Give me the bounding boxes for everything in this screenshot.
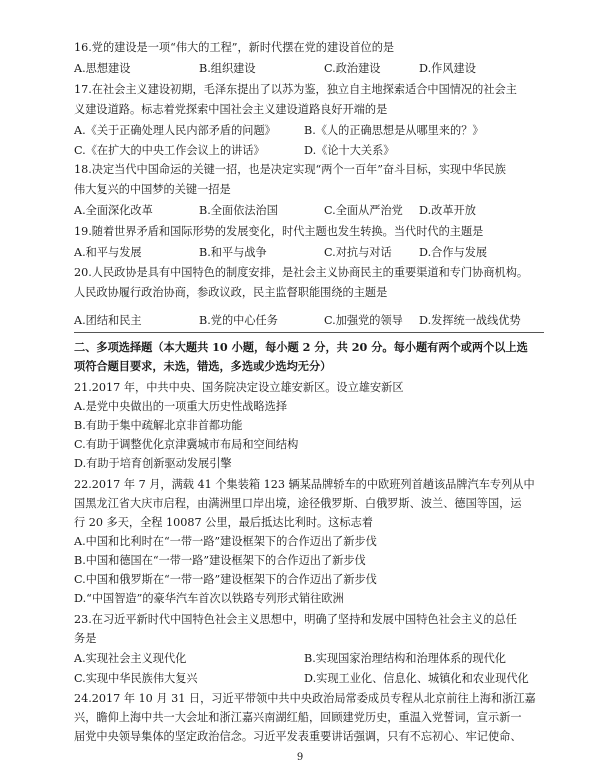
q21-option-d: D.有助于培育创新驱动发展引擎 xyxy=(74,457,232,470)
q20-option-d: D.发挥统一战线优势 xyxy=(419,314,521,327)
q18-stem-line-2: 伟大复兴的中国梦的关键一招是 xyxy=(74,183,231,196)
q16-option-a: A.思想建设 xyxy=(74,62,131,75)
q20-stem-line-1: 20.人民政协是具有中国特色的制度安排，是社会主义协商民主的重要渠道和专门协商机构。 xyxy=(74,266,529,279)
q19-option-a: A.和平与发展 xyxy=(74,246,142,259)
q20-option-c: C.加强党的领导 xyxy=(324,314,403,327)
section2-title-line-1: 二、多项选择题（本大题共 10 小题，每小题 2 分，共 20 分。每小题有两个或两个以上选 xyxy=(74,340,528,354)
q18-option-b: B.全面依法治国 xyxy=(199,204,278,217)
q18-options xyxy=(74,203,544,218)
q19-option-d: D.合作与发展 xyxy=(419,246,488,259)
q16-option-c: C.政治建设 xyxy=(324,62,381,75)
q22-option-d: D.“中国智造”的豪华汽车首次以铁路专列形式销往欧洲 xyxy=(74,592,344,605)
q23-option-d: D.实现工业化、信息化、城镇化和农业现代化 xyxy=(304,672,529,685)
q18-option-c: C.全面从严治党 xyxy=(324,204,403,217)
q16-options xyxy=(74,61,544,76)
q23-options-row-1 xyxy=(74,651,544,666)
q16-option-d: D.作风建设 xyxy=(419,62,476,75)
q20-options xyxy=(74,313,544,328)
q19-option-c: C.对抗与对话 xyxy=(324,246,392,259)
q22-stem-line-1: 22.2017 年 7 月，满载 41 个集装箱 123 辆某品牌轿车的中欧班列首趟该品牌汽车专列从中 xyxy=(74,478,535,491)
q17-option-a: A.《关于正确处理人民内部矛盾的问题》 xyxy=(74,124,276,137)
q18-stem-line-1: 18.决定当代中国命运的关键一招，也是决定实现“两个一百年”奋斗目标，实现中华民族 xyxy=(74,163,506,176)
q22-option-c: C.中国和俄罗斯在“一带一路”建设框架下的合作迈出了新步伐 xyxy=(74,573,377,586)
q21-option-c: C.有助于调整优化京津冀城市布局和空间结构 xyxy=(74,438,299,451)
q19-options xyxy=(74,245,544,260)
page-number: 9 xyxy=(296,752,304,763)
q16-option-b: B.组织建设 xyxy=(199,62,256,75)
q21-option-a: A.是党中央做出的一项重大历史性战略选择 xyxy=(74,400,288,413)
q19-option-b: B.和平与战争 xyxy=(199,246,267,259)
q23-options-row-2 xyxy=(74,671,544,686)
q17-options-row-1 xyxy=(74,123,544,138)
section2-title-line-2: 项符合题目要求，未选，错选，多选或少选均无分） xyxy=(74,359,332,373)
q23-stem-line-1: 23.在习近平新时代中国特色社会主义思想中，明确了坚持和发展中国特色社会主义的总任 xyxy=(74,613,517,626)
q24-stem-line-3: 届党中央领导集体的坚定政治信念。习近平发表重要讲话强调，只有不忘初心、牢记使命、 xyxy=(74,730,522,743)
q18-option-d: D.改革开放 xyxy=(419,204,476,217)
q19-stem: 19.随着世界矛盾和国际形势的发展变化，时代主题也发生转换。当代时代的主题是 xyxy=(74,225,484,238)
q23-option-c: C.实现中华民族伟大复兴 xyxy=(74,672,198,685)
q22-option-a: A.中国和比利时在“一带一路”建设框架下的合作迈出了新步伐 xyxy=(74,535,377,548)
section-divider xyxy=(74,332,544,333)
q17-option-c: C.《在扩大的中央工作会议上的讲话》 xyxy=(74,144,265,157)
q24-stem-line-1: 24.2017 年 10 月 31 日，习近平带领中共中央政治局常委成员专程从北京前往上海和浙江嘉 xyxy=(74,692,536,705)
q16-stem: 16.党的建设是一项“伟大的工程”，新时代摆在党的建设首位的是 xyxy=(74,41,395,54)
q20-option-b: B.党的中心任务 xyxy=(199,314,278,327)
q17-option-b: B.《人的正确思想是从哪里来的？》 xyxy=(304,124,484,137)
q17-options-row-2 xyxy=(74,143,544,158)
q17-stem-line-1: 17.在社会主义建设初期，毛泽东提出了以苏为鉴，独立自主地探索适合中国情况的社会主 xyxy=(74,83,517,96)
q23-stem-line-2: 务是 xyxy=(74,632,97,645)
q23-option-b: B.实现国家治理结构和治理体系的现代化 xyxy=(304,652,506,665)
q22-option-b: B.中国和德国在“一带一路”建设框架下的合作迈出了新步伐 xyxy=(74,554,366,567)
q20-stem-line-2: 人民政协履行政治协商，参政议政，民主监督职能围绕的主题是 xyxy=(74,286,388,299)
q23-option-a: A.实现社会主义现代化 xyxy=(74,652,187,665)
q20-option-a: A.团结和民主 xyxy=(74,314,142,327)
q24-stem-line-2: 兴，瞻仰上海中共一大会址和浙江嘉兴南湖红船，回顾建党历史，重温入党誓词，宣示新一 xyxy=(74,711,522,724)
q21-option-b: B.有助于集中疏解北京非首都功能 xyxy=(74,419,243,432)
q17-option-d: D.《论十大关系》 xyxy=(304,144,395,157)
q22-stem-line-3: 行 20 多天，全程 10087 公里，最后抵达比利时。这标志着 xyxy=(74,516,373,529)
q22-stem-line-2: 国黑龙江省大庆市启程，由满洲里口岸出境，途径俄罗斯、白俄罗斯、波兰、德国等国，运 xyxy=(74,497,522,510)
q17-stem-line-2: 义建设道路。标志着党探索中国社会主义建设道路良好开端的是 xyxy=(74,103,388,116)
q21-stem: 21.2017 年，中共中央、国务院决定设立雄安新区。设立雄安新区 xyxy=(74,381,404,394)
q18-option-a: A.全面深化改革 xyxy=(74,204,153,217)
